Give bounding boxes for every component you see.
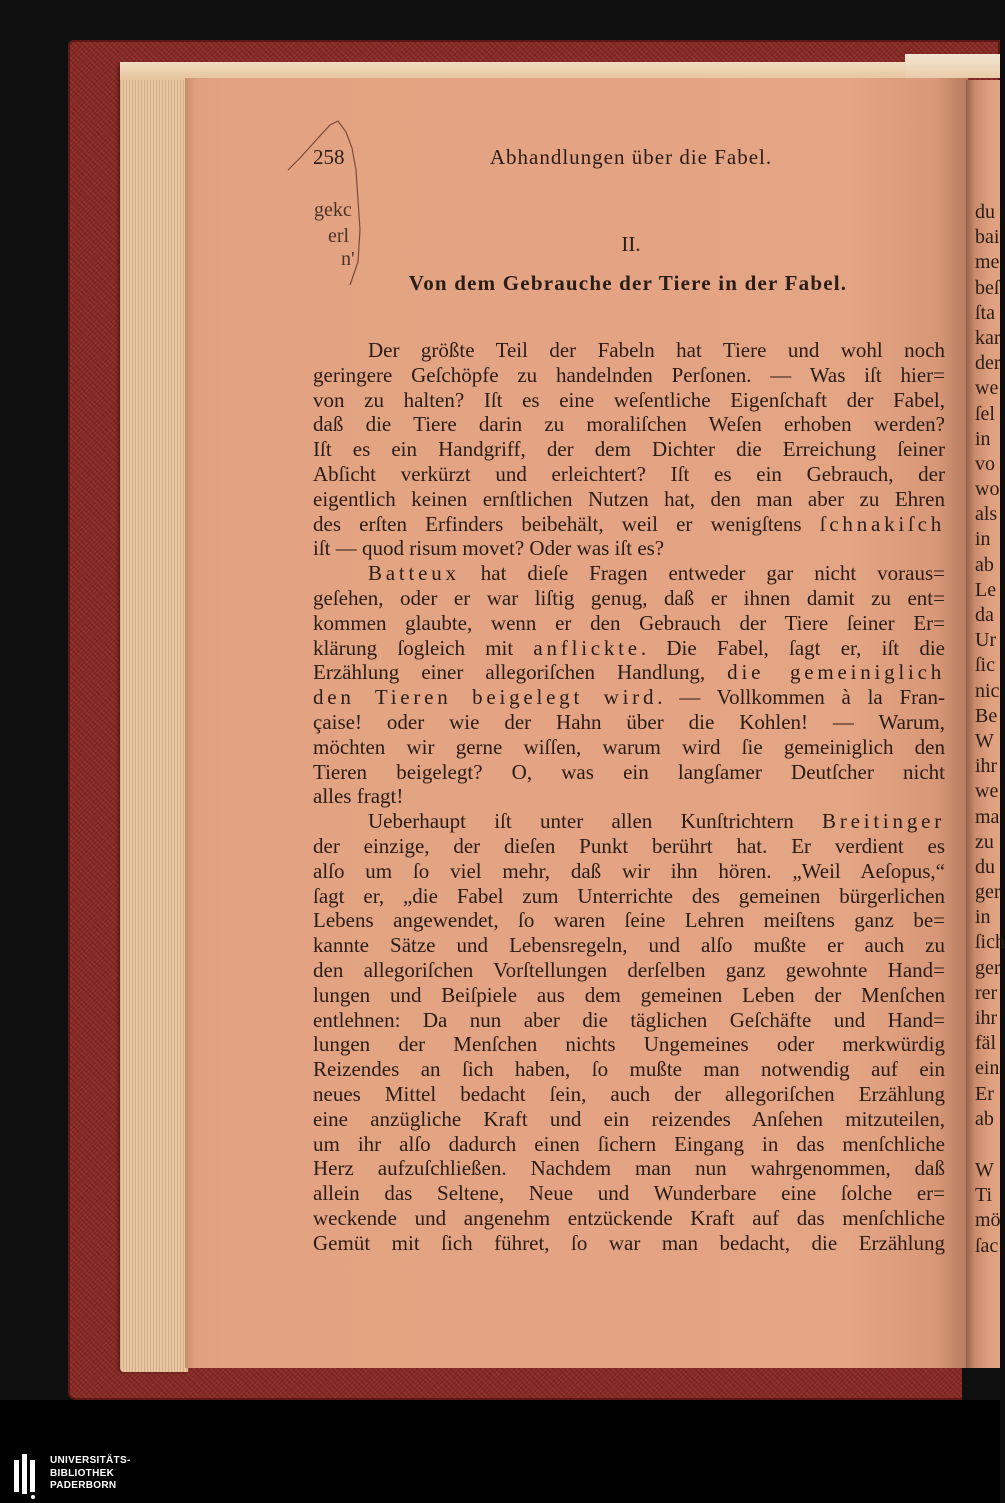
facing-page-fragment: rer	[975, 981, 998, 1004]
facing-page-fragment: ſta	[975, 301, 995, 324]
text-segment: Oder was iſt es?	[524, 536, 665, 561]
facing-page-fragment: beſ	[975, 276, 1000, 299]
facing-page-fragment: ſich	[975, 931, 1005, 954]
text-line	[313, 660, 945, 685]
facing-page-fragment: der	[975, 352, 1001, 375]
library-logo-icon	[12, 1454, 46, 1500]
facing-page-fragment: we	[975, 377, 999, 400]
text-line	[313, 685, 945, 710]
text-segment: hat dieſe Fragen entweder gar nicht voraus=	[459, 561, 945, 586]
facing-page-fragment: ihr	[975, 755, 998, 778]
text-line: Gemüt mit ſich führet, ſo war man bedacht, die Erzählung	[313, 1230, 945, 1255]
facing-page-fragment: Ti	[975, 1184, 993, 1207]
library-stamp-line: BIBLIOTHEK	[50, 1467, 115, 1479]
library-stamp	[50, 1455, 131, 1493]
text-line: Reizendes an ſich haben, ſo mußte man notwendig auf ein	[313, 1057, 945, 1082]
text-line: eine anzügliche Kraft und ein reizendes Anſehen mitzuteilen,	[313, 1106, 945, 1131]
text-line: weckende und angenehm entzückende Kraft auf das menſchliche	[313, 1205, 945, 1230]
scan-bottom-band	[0, 1400, 1000, 1503]
facing-page-fragment: me	[975, 251, 1000, 274]
facing-page-fragment: ab	[975, 1107, 994, 1130]
text-line: Lebens angewendet, ſo waren ſeine Lehren meiſtens ganz be=	[313, 908, 945, 933]
facing-page-fragment: Le	[975, 578, 997, 601]
french-phrase: çaise!	[313, 709, 362, 734]
text-line: entlehnen: Da nun aber die täglichen Geſchäfte und Hand=	[313, 1007, 945, 1032]
text-line	[313, 512, 945, 537]
facing-page-fragment: als	[975, 503, 998, 526]
facing-page-fragment: bai	[975, 226, 1000, 249]
torn-corner-fragment: gekc	[314, 199, 352, 221]
text-segment: oder wie der Hahn über die Kohlen! — Warum,	[361, 709, 945, 734]
facing-page-fragment: zu	[975, 830, 994, 853]
text-line	[313, 536, 945, 561]
text-line: kommen glaubte, wenn er den Gebrauch der Tiere ſeiner Er=	[313, 610, 945, 635]
text-segment: klärung ſogleich mit	[313, 635, 534, 660]
facing-page-fragment: Er	[975, 1082, 994, 1105]
facing-page-fragment: ab	[975, 553, 994, 576]
spaced-emphasis: Breitinger	[822, 809, 945, 834]
facing-page-fragment: ein	[975, 1057, 1000, 1080]
section-title: Von dem Gebrauche der Tiere in der Fabel.	[408, 271, 848, 295]
text-line: lungen der Menſchen nichts Ungemeines oder merkwürdig	[313, 1032, 945, 1057]
text-segment: Erzählung einer allegoriſchen Handlung,	[313, 660, 728, 685]
facing-page-fragment: mö	[975, 1209, 1001, 1232]
text-segment: Ueberhaupt iſt unter allen Kunſtrichtern	[368, 809, 823, 834]
facing-page-fragment: ger	[975, 881, 1001, 904]
text-segment: . — Vollkommen	[657, 685, 842, 710]
text-line: den allegoriſchen Vorſtellungen derſelben ganz gewohnte Hand=	[313, 957, 945, 982]
facing-page-fragment: we	[975, 780, 999, 803]
facing-page-fragment: ger	[975, 956, 1001, 979]
body-text	[313, 338, 945, 1255]
facing-page-fragment: du	[975, 201, 995, 223]
latin-quotation: quod risum movet?	[362, 536, 525, 561]
page-number: 258	[313, 145, 345, 169]
text-line: geſehen, oder er war liſtig genug, daß er ihnen damit zu ent=	[313, 585, 945, 610]
library-stamp-line: UNIVERSITÄTS-	[50, 1455, 131, 1466]
facing-page-fragment: ma	[975, 805, 1000, 828]
text-line: kannte Sätze und Lebensregeln, und alſo mußte er auch zu	[313, 933, 945, 958]
running-head: Abhandlungen über die Fabel.	[489, 145, 773, 169]
text-line: ſagt er, „die Fabel zum Unterrichte des gemeinen bürgerlichen	[313, 883, 945, 908]
facing-page-fragment: vo	[975, 452, 995, 475]
text-line: von zu halten? Iſt es eine weſentliche Eigenſchaft der Fabel,	[313, 387, 945, 412]
spaced-emphasis: anflickte	[533, 635, 641, 660]
facing-page-text-column	[975, 200, 1005, 1132]
facing-page-fragment: kar	[975, 326, 1001, 349]
spaced-emphasis: die gemeiniglich	[727, 660, 945, 685]
facing-page-fragment: Ur	[975, 629, 997, 652]
text-line: alles fragt!	[313, 784, 404, 809]
text-line: Der größte Teil der Fabeln hat Tiere und wohl noch	[368, 338, 945, 362]
text-line: möchten wir gerne wiſſen, warum wird ſie gemeiniglich den	[313, 734, 945, 759]
facing-page-fragment: da	[975, 604, 994, 626]
facing-page-fragment: in	[975, 528, 991, 551]
text-line: geringere Geſchöpfe zu handelnden Perſonen. — Was iſt hier=	[313, 362, 945, 387]
facing-page-fragment: ihr	[975, 1007, 998, 1029]
text-line	[313, 809, 945, 834]
text-line: um ihr alſo dadurch einen ſichern Eingang in das menſchliche	[313, 1131, 945, 1156]
spaced-emphasis: Batteux	[368, 561, 460, 586]
facing-page-fragment: in	[975, 427, 991, 450]
facing-page-fragment: nic	[975, 679, 1000, 702]
text-segment: des erſten Erfinders beibehält, weil er wenigſtens	[313, 511, 820, 536]
library-stamp-line: PADERBORN	[50, 1480, 117, 1491]
facing-page-fragment: ſic	[975, 654, 995, 677]
facing-page-fragment: fäl	[975, 1032, 997, 1055]
spaced-emphasis: ſchnakiſch	[819, 511, 945, 536]
text-line: neues Mittel bedacht ſein, auch der allegoriſchen Erzählung	[313, 1081, 945, 1106]
text-segment: iſt —	[313, 536, 363, 561]
text-line: Tieren beigelegt? O, was ein langſamer Deutſcher nicht	[313, 759, 945, 784]
text-line	[313, 561, 945, 586]
facing-page-fragment: ſac	[975, 1234, 999, 1257]
torn-corner-fragment: erl	[328, 225, 350, 247]
text-line	[313, 710, 945, 735]
facing-page-text-column	[975, 1158, 1000, 1259]
text-line: allein das Seltene, Neue und Wunderbare eine ſolche er=	[313, 1181, 945, 1206]
facing-page-fragment: W	[975, 729, 994, 752]
text-line	[313, 636, 945, 661]
text-line: eigentlich keinen ernſtlichen Nutzen hat, den man aber zu Ehren	[313, 486, 945, 511]
text-line: daß die Tiere darin zu moraliſchen Weſen erhoben werden?	[313, 412, 945, 437]
facing-page-fragment: W	[975, 1159, 994, 1181]
facing-page-fragment: wo	[975, 478, 1000, 501]
text-line: alſo um ſo viel mehr, daß wir ihn hören. „Weil Aeſopus,“	[313, 858, 945, 883]
facing-page-fragment: in	[975, 906, 991, 929]
french-phrase: à la Fran-	[841, 685, 945, 710]
spaced-emphasis: den Tieren beigelegt wird	[313, 685, 658, 710]
section-number: II.	[621, 232, 641, 256]
text-line: lungen und Beiſpiele aus dem gemeinen Leben der Menſchen	[313, 982, 945, 1007]
facing-page-fragment: Be	[975, 704, 998, 727]
facing-page-fragment: du	[975, 855, 995, 878]
text-line: der einzige, der dieſen Punkt berührt hat. Er verdient es	[313, 833, 945, 858]
facing-page-fragment: ſel	[975, 402, 995, 425]
text-line: Abſicht verkürzt und erleichtert? Iſt es ein Gebrauch, der	[313, 461, 945, 486]
text-line: Herz aufzuſchließen. Nachdem man nun wahrgenommen, daß	[313, 1156, 945, 1181]
text-line: Iſt es ein Handgriff, der dem Dichter die Erreichung ſeiner	[313, 437, 945, 462]
torn-corner-fragment: n'	[341, 248, 355, 270]
text-segment: . Die Fabel, ſagt er, iſt die	[640, 635, 945, 660]
